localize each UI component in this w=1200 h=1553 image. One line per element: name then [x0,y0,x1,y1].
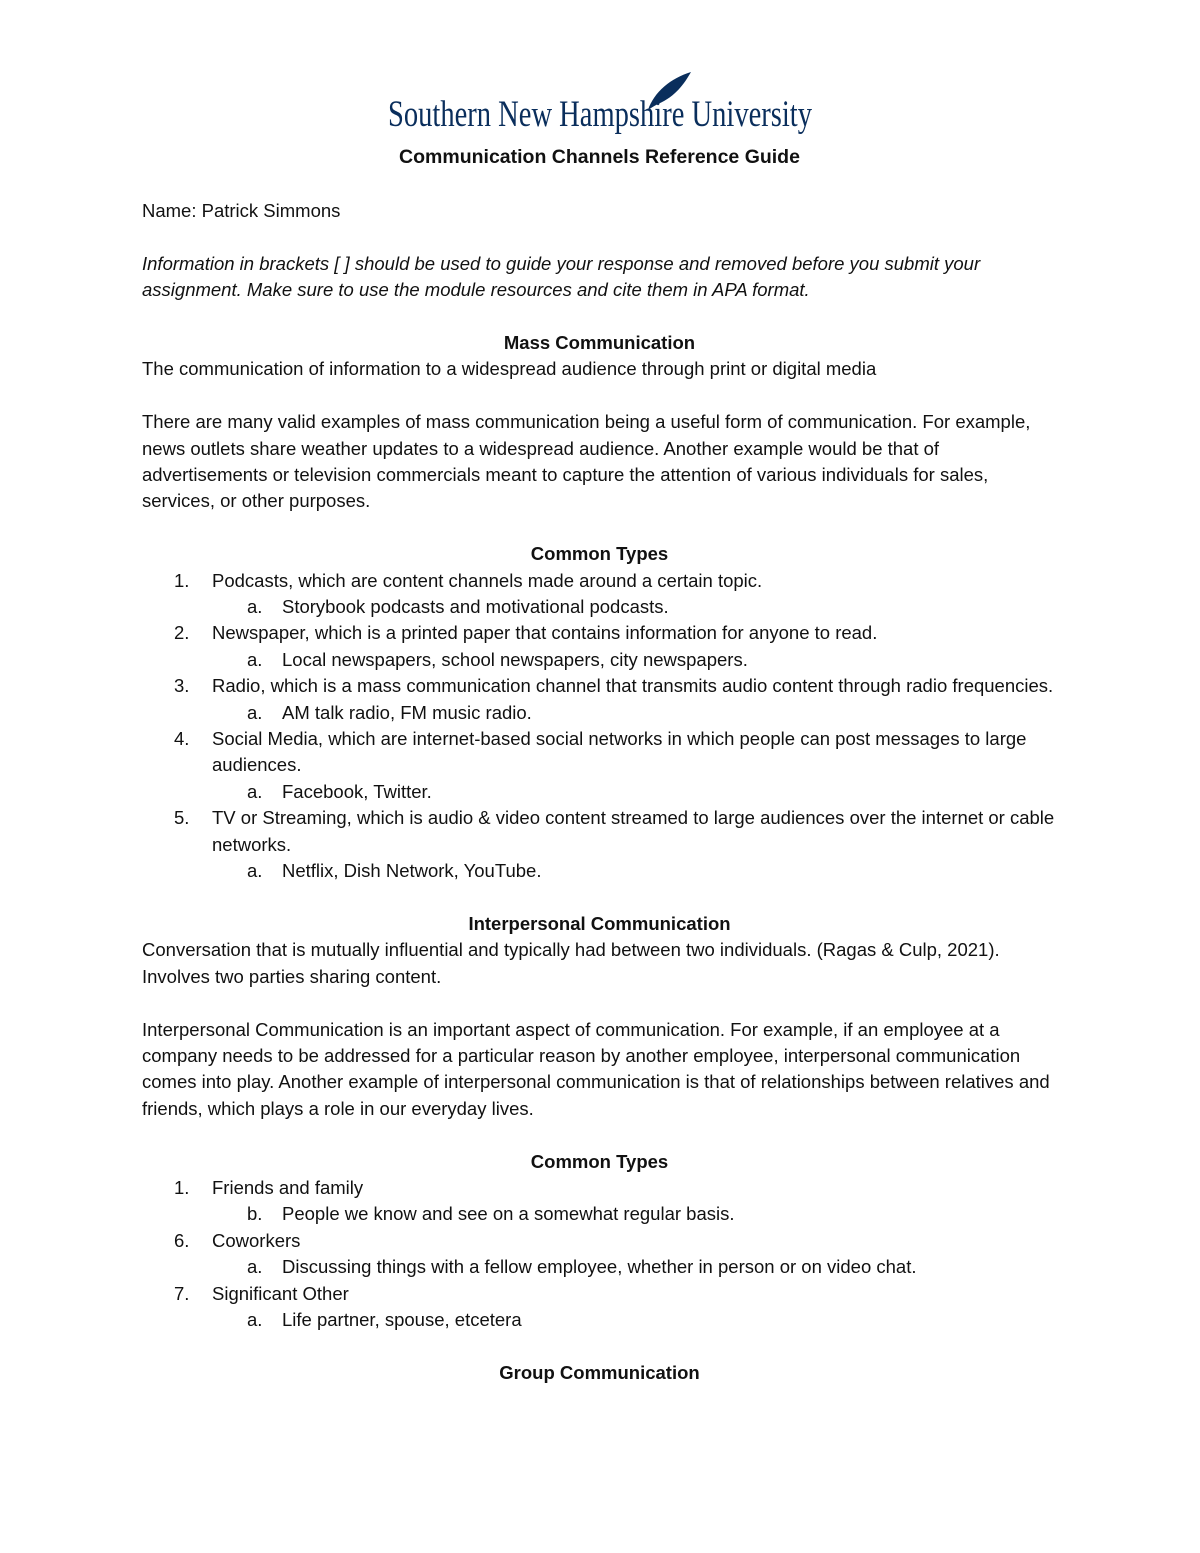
mass-communication-heading: Mass Communication [503,332,696,353]
list-item: 3. Radio, which is a mass communication channel that transmits audio content through radio frequencies. [174,675,1054,697]
instructions-note: Information in brackets [ ] should be used to guide your response and removed before you submit your assignment. Make sure to use the module resources and cite them in APA format. [142,252,981,301]
list-item: 1. Friends and family [174,1176,364,1198]
sub-list-item: a. AM talk radio, FM music radio. [247,701,532,723]
sub-list-item: a. Netflix, Dish Network, YouTube. [247,860,542,882]
sub-list-item: a. Local newspapers, school newspapers, city newspapers. [247,648,748,670]
interpersonal-types-list [142,1175,1057,1333]
page-title: Communication Channels Reference Guide [399,146,800,168]
interpersonal-common-types-heading: Common Types [530,1150,669,1172]
sub-list-item: a. Storybook podcasts and motivational podcasts. [247,596,669,618]
student-name: Name: Patrick Simmons [142,200,341,221]
mass-communication-definition: The communication of information to a widespread audience through print or digital media [142,358,877,380]
list-item: 5. TV or Streaming, which is audio & video content streamed to large audiences over the internet or cable networks. [174,807,1055,855]
list-item: 7. Significant Other [174,1282,349,1304]
university-logo [386,70,816,138]
list-item: 6. Coworkers [174,1229,301,1251]
list-item: 4. Social Media, which are internet-based social networks in which people can post messages to large audiences. [174,728,1027,776]
document-body [142,142,1057,1386]
university-logo-text: Southern New Hampshire University [388,94,813,135]
mass-common-types-heading: Common Types [530,543,669,565]
list-item: 2. Newspaper, which is a printed paper that contains information for anyone to read. [174,622,878,644]
sub-list-item: a. Facebook, Twitter. [247,780,432,802]
mass-communication-paragraph: There are many valid examples of mass communication being a useful form of communication. For example, news outlets share weather updates to a widespread audience. Another example would be that of advertisements or television commercials meant to capture the attention of various individuals for sales, services, or other purposes. [142,411,1031,512]
sub-list-item: a. Life partner, spouse, etcetera [247,1308,522,1330]
sub-list-item: a. Discussing things with a fellow employee, whether in person or on video chat. [247,1256,917,1278]
interpersonal-paragraph: Interpersonal Communication is an important aspect of communication. For example, if an employee at a company needs to be addressed for a particular reason by another employee, interpersonal communication comes into play. Another example of interpersonal communication is that of relationships between relatives and friends, which plays a role in our everyday lives. [142,1018,1050,1119]
group-communication-heading: Group Communication [499,1361,700,1383]
list-item: 1. Podcasts, which are content channels made around a certain topic. [174,569,763,591]
interpersonal-definition: Conversation that is mutually influential and typically had between two individuals. (Ragas & Culp, 2021). Involves two parties sharing content. [142,939,1000,987]
mass-types-list [142,568,1057,885]
interpersonal-communication-heading: Interpersonal Communication [468,912,731,934]
sub-list-item: b. People we know and see on a somewhat regular basis. [247,1203,735,1225]
